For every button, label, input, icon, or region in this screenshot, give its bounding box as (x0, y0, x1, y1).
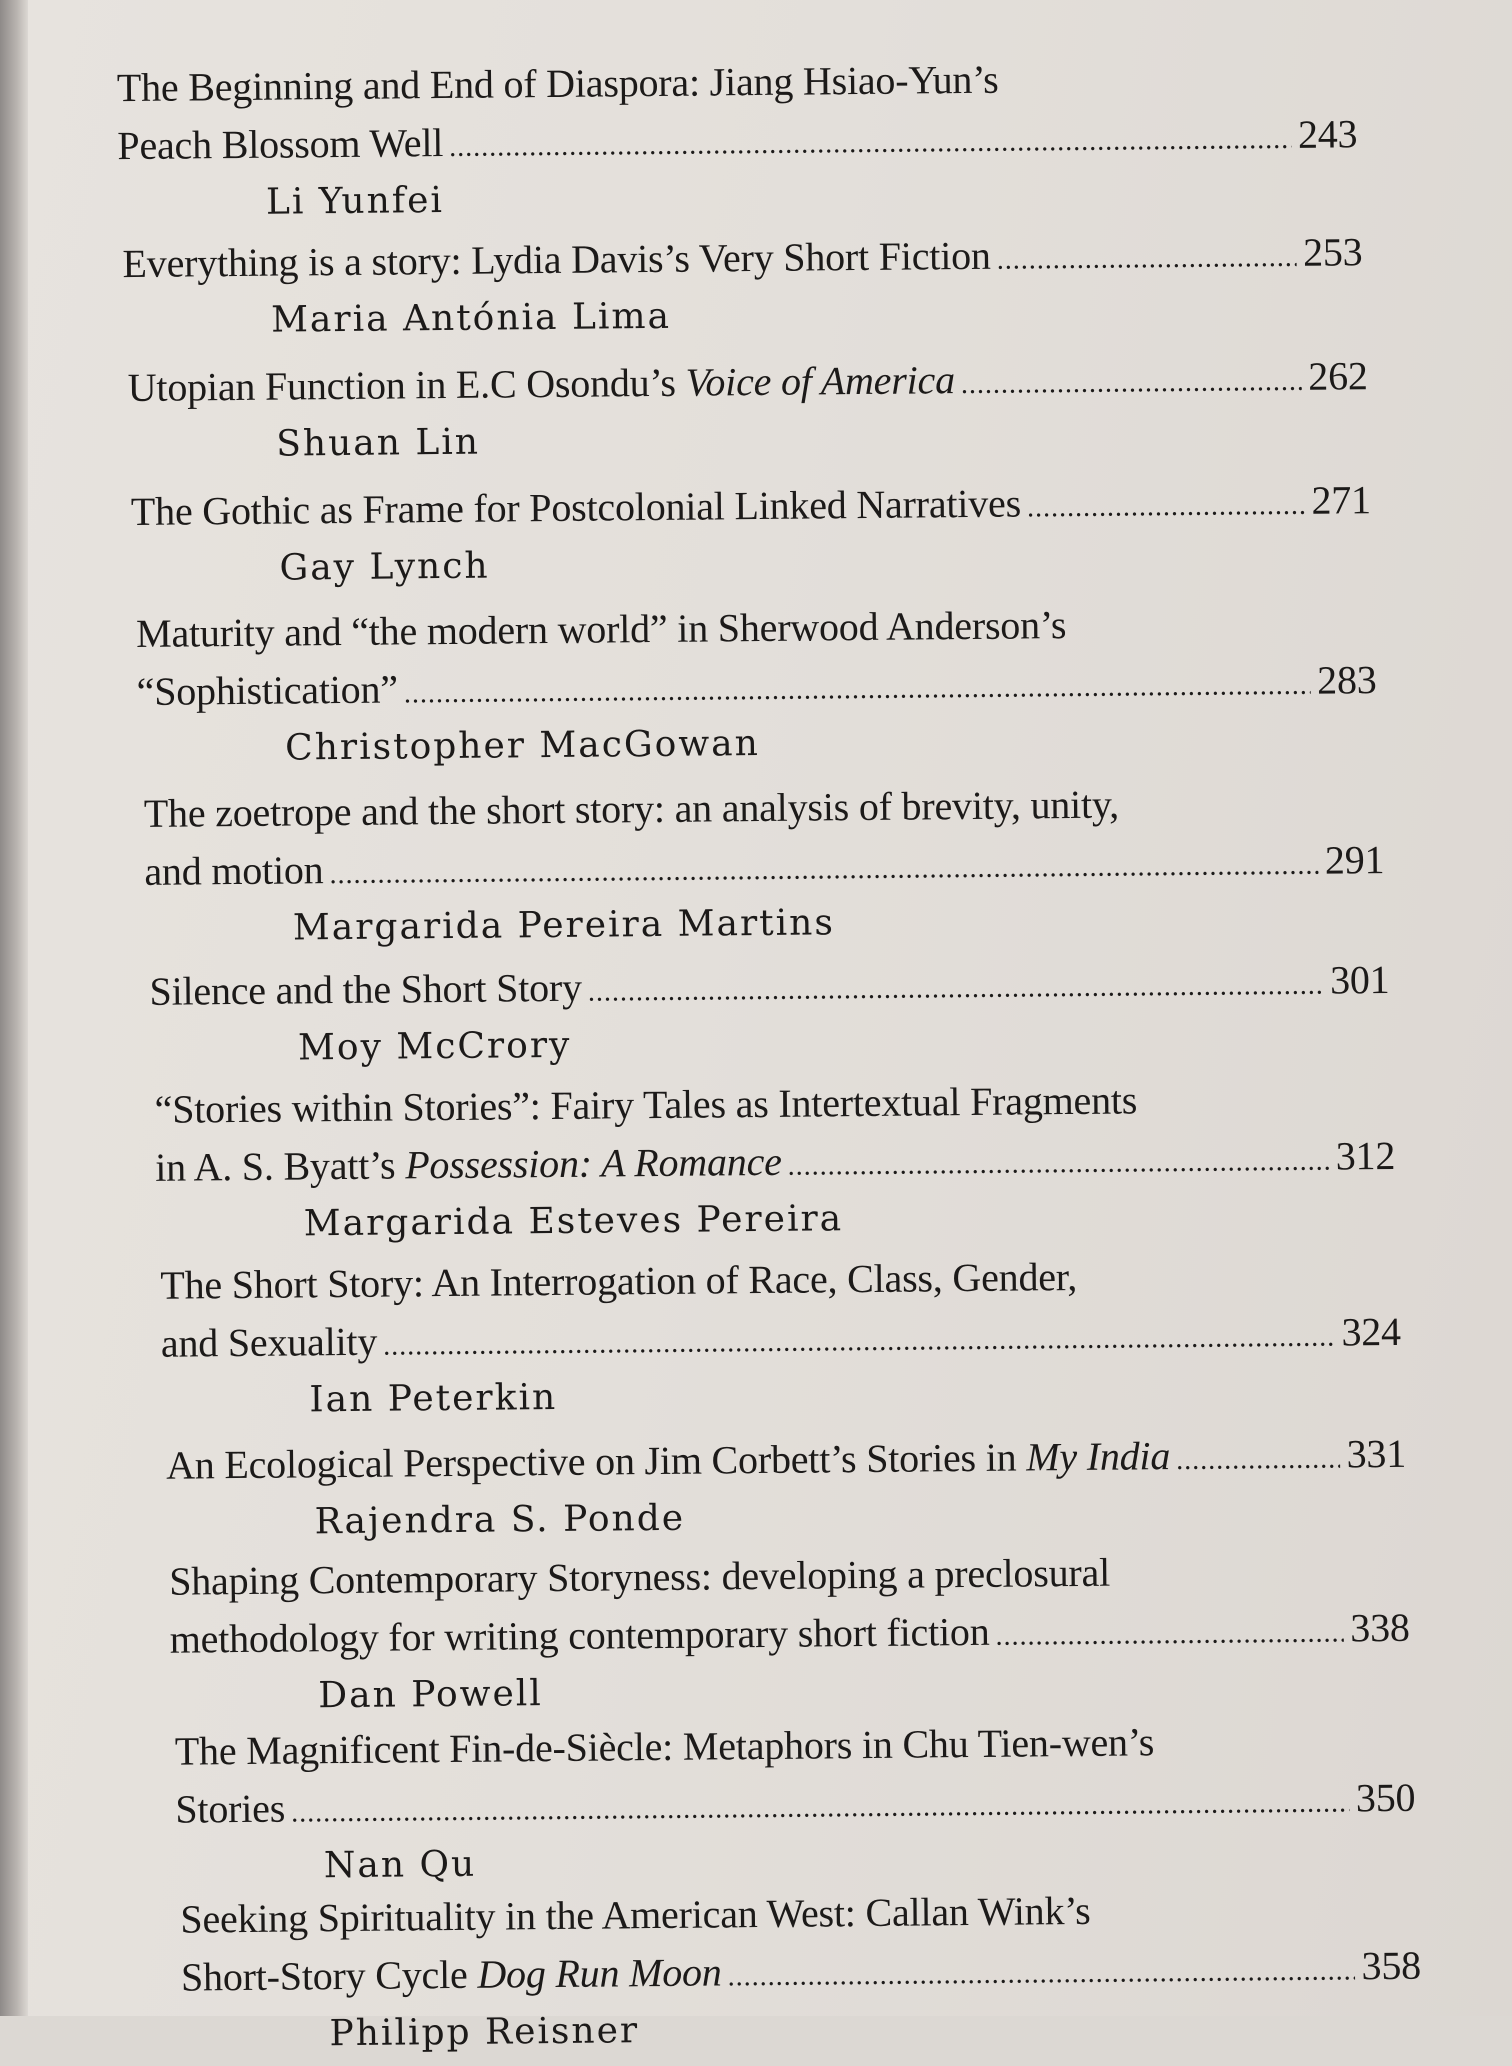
entry-title-line: Shaping Contemporary Storyness: developing a preclosural (168, 1549, 1111, 1604)
entry-author: Shuan Lin (276, 421, 481, 465)
toc-entry (180, 1879, 1422, 2065)
entry-author: Philipp Reisner (329, 2010, 640, 2055)
entry-author: Ian Peterkin (309, 1376, 558, 1421)
entry-author: Li Yunfei (265, 180, 445, 223)
toc-entry (117, 47, 1359, 233)
entry-author: Dan Powell (318, 1673, 544, 1717)
dot-leader (996, 229, 1296, 290)
page-number: 312 (1335, 1132, 1396, 1179)
toc-entry (136, 593, 1378, 779)
entry-author: Rajendra S. Ponde (314, 1497, 686, 1543)
entry-author: Nan Qu (323, 1843, 477, 1887)
entry-title-last-line (117, 105, 1357, 175)
entry-title-text: and motion (144, 847, 324, 894)
entry-title-last-line (127, 347, 1367, 417)
entry-title-text: The Gothic as Frame for Postcolonial Linked Narratives (130, 480, 1022, 535)
dot-leader (961, 353, 1302, 414)
entry-title-last-line (169, 1599, 1409, 1669)
entry-title-text: Stories (175, 1785, 286, 1832)
toc-entry (127, 347, 1368, 475)
dot-leader (1176, 1430, 1340, 1490)
entry-title-text: Utopian Function in E.C Osondu’s Voice of America (127, 357, 956, 411)
entry-author: Margarida Pereira Martins (292, 902, 836, 949)
toc-entry (166, 1425, 1407, 1553)
dot-leader (1027, 477, 1305, 538)
dot-leader (383, 1309, 1335, 1376)
page-number: 243 (1297, 111, 1358, 157)
toc-entry (149, 951, 1390, 1079)
page-number: 301 (1329, 956, 1390, 1003)
entry-title-line: Seeking Spirituality in the American West: Callan Wink’s (180, 1887, 1091, 1942)
entry-author: Margarida Esteves Pereira (303, 1198, 844, 1245)
entry-title-last-line (149, 951, 1389, 1021)
entry-title-line: The zoetrope and the short story: an analysis of brevity, unity, (143, 781, 1120, 836)
dot-leader (449, 111, 1292, 177)
dot-leader (787, 1133, 1329, 1196)
toc-entry (144, 773, 1386, 959)
page-number: 331 (1346, 1430, 1407, 1477)
table-of-contents (28, 0, 1512, 2055)
dot-leader (588, 957, 1324, 1022)
page-number: 291 (1324, 837, 1385, 883)
page-number: 324 (1341, 1308, 1402, 1355)
entry-title-line: The Short Story: An Interrogation of Race, Class, Gender, (160, 1253, 1078, 1308)
entry-title-text: Short-Story Cycle Dog Run Moon (180, 1949, 722, 2000)
entry-title-line: The Beginning and End of Diaspora: Jiang Hsiao-Yun’s (116, 56, 999, 111)
entry-author: Christopher MacGowan (284, 723, 761, 769)
entry-title-line: “Stories within Stories”: Fairy Tales as Intertextual Fragments (154, 1077, 1138, 1132)
entry-title-last-line (122, 223, 1362, 293)
entry-title-last-line (175, 1769, 1415, 1839)
entry-title-text: Peach Blossom Well (117, 120, 444, 169)
page-number: 338 (1350, 1604, 1410, 1651)
toc-entry (131, 471, 1372, 599)
entry-title-text: “Sophistication” (136, 666, 399, 714)
page-number: 350 (1355, 1774, 1416, 1821)
entry-title-last-line (144, 831, 1384, 901)
page-number: 271 (1311, 477, 1372, 523)
book-gutter-shadow (0, 0, 28, 2016)
dot-leader (291, 1774, 1350, 1842)
entry-author: Moy McCrory (297, 1024, 572, 1069)
dot-leader (404, 657, 1311, 724)
entry-title-text: An Ecological Perspective on Jim Corbett’s Stories in My India (165, 1433, 1171, 1488)
dot-leader (727, 1942, 1355, 2006)
entry-title-text: methodology for writing contemporary short fiction (169, 1608, 990, 1662)
entry-title-last-line (131, 471, 1371, 541)
page-number: 262 (1308, 353, 1368, 399)
entry-title-text: Silence and the Short Story (149, 964, 583, 1014)
entry-title-last-line (155, 1127, 1395, 1197)
book-page (28, 0, 1512, 2055)
entry-title-last-line (136, 651, 1376, 721)
entry-title-last-line (166, 1425, 1406, 1495)
entry-title-line: Maturity and “the modern world” in Sherwood Anderson’s (135, 602, 1067, 656)
entry-title-text: in A. S. Byatt’s Possession: A Romance (154, 1138, 782, 1190)
page-number: 283 (1316, 657, 1377, 703)
entry-title-last-line (161, 1303, 1401, 1373)
entry-author: Maria Antónia Lima (270, 295, 672, 341)
page-number: 358 (1361, 1942, 1422, 1989)
entry-author: Gay Lynch (279, 545, 490, 589)
toc-entry (169, 1541, 1411, 1727)
page-number: 253 (1302, 229, 1363, 275)
dot-leader (995, 1604, 1344, 1665)
entry-title-text: Everything is a story: Lydia Davis’s Very Short Fiction (122, 232, 991, 287)
toc-entry (154, 1069, 1396, 1255)
toc-entry (160, 1245, 1402, 1431)
entry-title-line: The Magnificent Fin-de-Siècle: Metaphors in Chu Tien-wen’s (174, 1719, 1155, 1774)
toc-entry (122, 223, 1363, 351)
entry-title-last-line (181, 1937, 1421, 2007)
entry-title-text: and Sexuality (160, 1318, 378, 1366)
toc-entry (175, 1711, 1417, 1897)
